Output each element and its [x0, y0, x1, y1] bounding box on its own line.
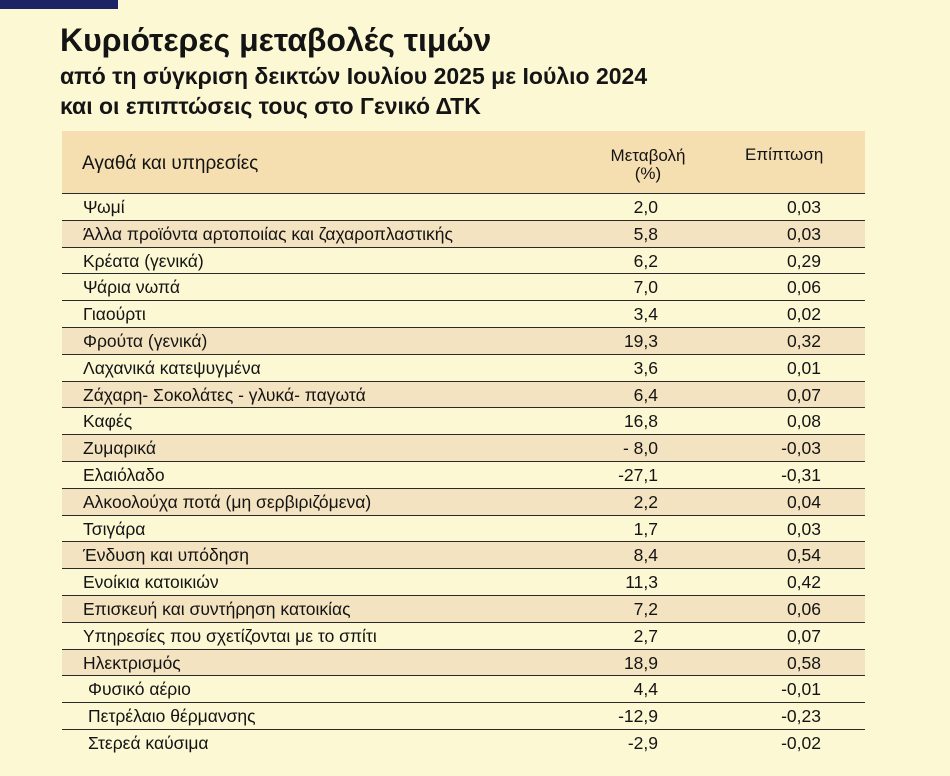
table-row [62, 382, 865, 409]
impact-value: 0,42 [786, 572, 821, 593]
item-name: Ψάρια νωπά [83, 277, 181, 298]
item-name: Πετρέλαιο θέρμανσης [88, 706, 256, 727]
item-name: Ένδυση και υπόδηση [83, 545, 249, 566]
table-row [62, 569, 865, 596]
item-name: Στερεά καύσιμα [88, 732, 209, 753]
table-row [62, 355, 865, 382]
subtitle-line-2: και οι επιπτώσεις τους στο Γενικό ΔΤΚ [60, 93, 481, 119]
change-value: 2,2 [633, 491, 658, 512]
table-row [62, 301, 865, 328]
change-value: 19,3 [623, 330, 658, 351]
table-row [62, 703, 865, 730]
column-header-change [602, 147, 694, 183]
change-value: 7,2 [633, 598, 658, 619]
item-name: Υπηρεσίες που σχετίζονται με το σπίτι [83, 625, 377, 646]
item-name: Ζάχαρη- Σοκολάτες - γλυκά- παγωτά [83, 384, 366, 405]
impact-value: 0,03 [786, 197, 821, 217]
table-row [62, 435, 865, 462]
change-value: 2,0 [633, 197, 658, 217]
item-name: Γιαούρτι [83, 304, 146, 325]
item-name: Αλκοολούχα ποτά (μη σερβιριζόμενα) [83, 491, 372, 512]
item-name: Φυσικό αέριο [88, 679, 191, 700]
item-name: Ζυμαρικά [83, 438, 156, 459]
table-row [62, 408, 865, 435]
table-row [62, 328, 865, 355]
change-value: - 8,0 [622, 438, 658, 459]
change-value: 16,8 [623, 411, 658, 432]
change-value: -12,9 [618, 706, 658, 727]
item-name: Τσιγάρα [83, 518, 146, 539]
impact-value: 0,03 [786, 518, 821, 539]
impact-value: 0,54 [786, 545, 821, 566]
item-name: Άλλα προϊόντα αρτοποιίας και ζαχαροπλαστικής [83, 223, 453, 244]
impact-value: -0,23 [781, 706, 821, 727]
impact-value: 0,01 [786, 357, 821, 378]
change-value: 11,3 [625, 572, 658, 593]
change-value: 4,4 [633, 679, 658, 700]
table-header [62, 131, 865, 193]
page-subtitle [60, 61, 647, 121]
impact-value: 0,58 [786, 652, 821, 673]
impact-value: 0,06 [786, 277, 821, 298]
item-name: Ελαιόλαδο [83, 464, 165, 485]
column-header-impact: Επίπτωση [745, 145, 824, 164]
table-row [62, 274, 865, 301]
impact-value: 0,02 [786, 304, 821, 325]
impact-value: -0,02 [781, 732, 821, 753]
item-name: Ηλεκτρισμός [83, 652, 181, 673]
change-value: 3,4 [633, 304, 658, 325]
item-name: Επισκευή και συντήρηση κατοικίας [83, 598, 351, 619]
table-row [62, 596, 865, 623]
item-name: Φρούτα (γενικά) [83, 330, 208, 351]
column-header-change-line2: (%) [634, 164, 662, 183]
change-value: 5,8 [633, 223, 658, 244]
table-row [62, 516, 865, 543]
table-row [62, 650, 865, 677]
table-row [62, 462, 865, 489]
page-title: Κυριότερες μεταβολές τιμών [60, 22, 492, 58]
table-row [62, 542, 865, 569]
change-value: 18,9 [623, 652, 658, 673]
impact-value: -0,01 [781, 679, 821, 700]
change-value: -2,9 [627, 732, 658, 753]
impact-value: 0,07 [786, 384, 821, 405]
impact-value: 0,06 [786, 598, 821, 619]
item-name: Κρέατα (γενικά) [83, 250, 204, 271]
table-row [62, 676, 865, 703]
item-name: Λαχανικά κατεψυγμένα [83, 357, 261, 378]
change-value: 1,7 [633, 518, 658, 539]
change-value: -27,1 [618, 464, 658, 485]
change-value: 7,0 [633, 277, 658, 298]
column-header-change-line1: Μεταβολή [610, 146, 686, 165]
item-name: Καφές [83, 411, 133, 432]
impact-value: 0,08 [786, 411, 821, 432]
table-row [62, 623, 865, 650]
change-value: 8,4 [633, 545, 658, 566]
change-value: 3,6 [633, 357, 658, 378]
impact-value: 0,32 [786, 330, 821, 351]
price-changes-table [62, 131, 865, 756]
table-row [62, 730, 865, 756]
item-name: Ενοίκια κατοικιών [83, 572, 219, 593]
table-row [62, 221, 865, 248]
impact-value: 0,03 [786, 223, 821, 244]
table-row [62, 193, 865, 221]
subtitle-line-1: από τη σύγκριση δεικτών Ιουλίου 2025 με Ιούλιο 2024 [60, 63, 648, 89]
impact-value: 0,04 [786, 491, 821, 512]
column-header-goods: Αγαθά και υπηρεσίες [82, 153, 259, 174]
impact-value: 0,07 [786, 625, 821, 646]
change-value: 6,4 [633, 384, 658, 405]
impact-value: 0,29 [786, 250, 821, 271]
change-value: 6,2 [633, 250, 658, 271]
item-name: Ψωμί [83, 197, 125, 217]
table-row [62, 489, 865, 516]
impact-value: -0,31 [781, 464, 821, 485]
accent-bar [0, 0, 118, 9]
table-row [62, 248, 865, 275]
table-body [62, 193, 865, 756]
change-value: 2,7 [633, 625, 658, 646]
impact-value: -0,03 [781, 438, 821, 459]
